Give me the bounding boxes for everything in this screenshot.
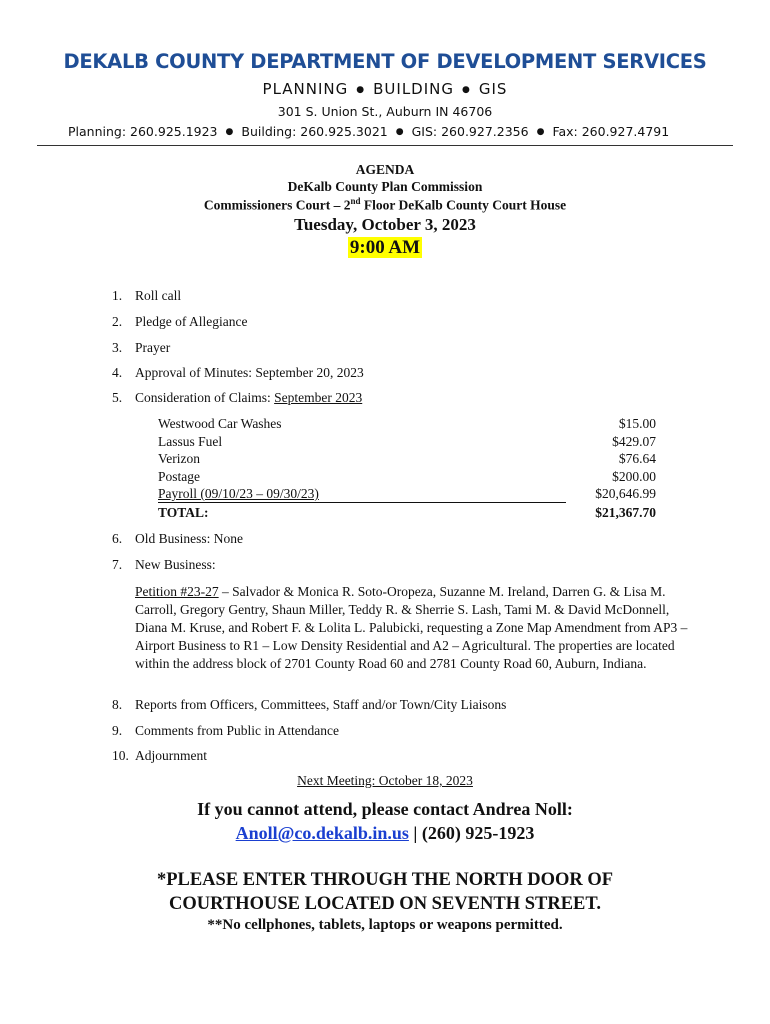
item-text: Roll call xyxy=(135,288,182,303)
location-suffix: Floor DeKalb County Court House xyxy=(360,197,567,213)
department-address: 301 S. Union St., Auburn IN 46706 xyxy=(277,104,493,119)
claims-month: September 2023 xyxy=(274,390,363,405)
device-policy: **No cellphones, tablets, laptops or weapons permitted. xyxy=(207,917,563,933)
claim-name: Westwood Car Washes xyxy=(158,416,282,431)
claim-row xyxy=(158,451,200,467)
agenda-item xyxy=(112,288,181,304)
location-prefix: Commissioners Court – 2 xyxy=(203,197,351,213)
bullet-icon: ● xyxy=(462,85,471,95)
bullet-icon: ● xyxy=(536,127,545,137)
claim-amount: $76.64 xyxy=(618,451,656,466)
header-divider xyxy=(37,145,733,146)
agenda-item xyxy=(112,748,207,764)
agenda-item xyxy=(112,365,364,381)
petition-id: Petition #23-27 xyxy=(135,584,219,599)
claim-name: Verizon xyxy=(158,451,200,466)
item-number: 2. xyxy=(112,314,123,329)
building-phone: Building: 260.925.3021 xyxy=(241,124,388,139)
item-text: Old Business: None xyxy=(135,531,243,546)
meeting-time-highlight: 9:00 AM xyxy=(349,237,421,258)
item-text: Prayer xyxy=(135,340,171,355)
item-number: 3. xyxy=(112,340,123,355)
contact-numbers xyxy=(68,124,669,139)
bullet-icon: ● xyxy=(395,127,404,137)
agenda-item xyxy=(112,557,216,573)
item-number: 9. xyxy=(112,723,123,738)
item-text: Approval of Minutes: September 20, 2023 xyxy=(135,365,364,380)
fax-number: Fax: 260.927.4791 xyxy=(552,124,670,139)
claim-row xyxy=(158,434,222,450)
next-meeting-text: Next Meeting: October 18, 2023 xyxy=(297,773,473,788)
location-superscript: nd xyxy=(350,196,361,206)
gis-phone: GIS: 260.927.2356 xyxy=(411,124,529,139)
petition-text: – Salvador & Monica R. Soto-Oropeza, Suzanne M. Ireland, Darren G. & Lisa M. Carroll, Gregory Gentry, Shaun Miller, Teddy R. & Sherrie S. Lash, Tami M. & David McDonnell, Diana M. Kruse, and Robert F. & Lolita L. Palubicki, requesting a Zone Map Amendment from AP3 – Airport Business to R1 – Low Density Residential and A2 – Agricultural. The properties are located within the address block of 2701 County Road 60 and 2781 County Road 60, Auburn, Indiana. xyxy=(135,584,688,671)
item-number: 5. xyxy=(112,390,123,405)
agenda-item xyxy=(112,314,247,330)
item-text: Comments from Public in Attendance xyxy=(135,723,339,738)
planning-phone: Planning: 260.925.1923 xyxy=(68,124,218,139)
claim-row xyxy=(158,486,319,502)
division-gis: GIS xyxy=(478,80,508,98)
contact-phone: | (260) 925-1923 xyxy=(408,823,535,843)
contact-line xyxy=(0,823,770,844)
claim-amount: $429.07 xyxy=(612,434,656,449)
claim-name: Lassus Fuel xyxy=(158,434,223,449)
claim-amount: $15.00 xyxy=(618,416,656,431)
item-number: 7. xyxy=(112,557,123,572)
entrance-notice-line1: *PLEASE ENTER THROUGH THE NORTH DOOR OF xyxy=(156,870,614,890)
claims-total-label: TOTAL: xyxy=(158,505,209,520)
department-title: DEKALB COUNTY DEPARTMENT OF DEVELOPMENT SERVICES xyxy=(63,50,707,73)
item-number: 6. xyxy=(112,531,123,546)
agenda-item xyxy=(112,390,362,406)
divisions-line xyxy=(0,80,770,98)
attendance-notice: If you cannot attend, please contact Andrea Noll: xyxy=(197,799,573,819)
claims-total-rule xyxy=(158,502,566,503)
claim-row xyxy=(158,416,282,432)
item-number: 4. xyxy=(112,365,123,380)
petition-paragraph xyxy=(135,583,690,673)
agenda-item xyxy=(112,697,506,713)
item-text: Reports from Officers, Committees, Staff and/or Town/City Liaisons xyxy=(135,697,507,712)
agenda-heading: AGENDA xyxy=(355,162,415,177)
item-text: New Business: xyxy=(135,557,216,572)
item-number: 10. xyxy=(112,748,129,763)
agenda-location xyxy=(0,196,770,214)
entrance-notice-line2: COURTHOUSE LOCATED ON SEVENTH STREET. xyxy=(169,894,601,914)
division-building: BUILDING xyxy=(373,80,454,98)
claim-amount: $200.00 xyxy=(612,469,656,484)
claim-name: Payroll (09/10/23 – 09/30/23) xyxy=(158,486,319,501)
meeting-date: Tuesday, October 3, 2023 xyxy=(294,215,476,234)
bullet-icon: ● xyxy=(225,127,234,137)
meeting-time xyxy=(0,237,770,259)
item-text: Consideration of Claims: xyxy=(135,390,275,405)
division-planning: PLANNING xyxy=(262,80,349,98)
claims-total-amount: $21,367.70 xyxy=(595,505,656,520)
bullet-icon: ● xyxy=(356,85,366,95)
agenda-item xyxy=(112,340,170,356)
item-number: 8. xyxy=(112,697,123,712)
item-number: 1. xyxy=(112,288,123,303)
agenda-item xyxy=(112,723,339,739)
claim-amount: $20,646.99 xyxy=(595,486,656,501)
claim-name: Postage xyxy=(158,469,200,484)
claim-row xyxy=(158,469,200,485)
email-link[interactable]: Anoll@co.dekalb.in.us xyxy=(235,823,409,843)
item-text: Adjournment xyxy=(135,748,207,763)
agenda-body-name: DeKalb County Plan Commission xyxy=(287,179,483,194)
item-text: Pledge of Allegiance xyxy=(135,314,248,329)
next-meeting xyxy=(0,773,770,789)
agenda-item xyxy=(112,531,243,547)
